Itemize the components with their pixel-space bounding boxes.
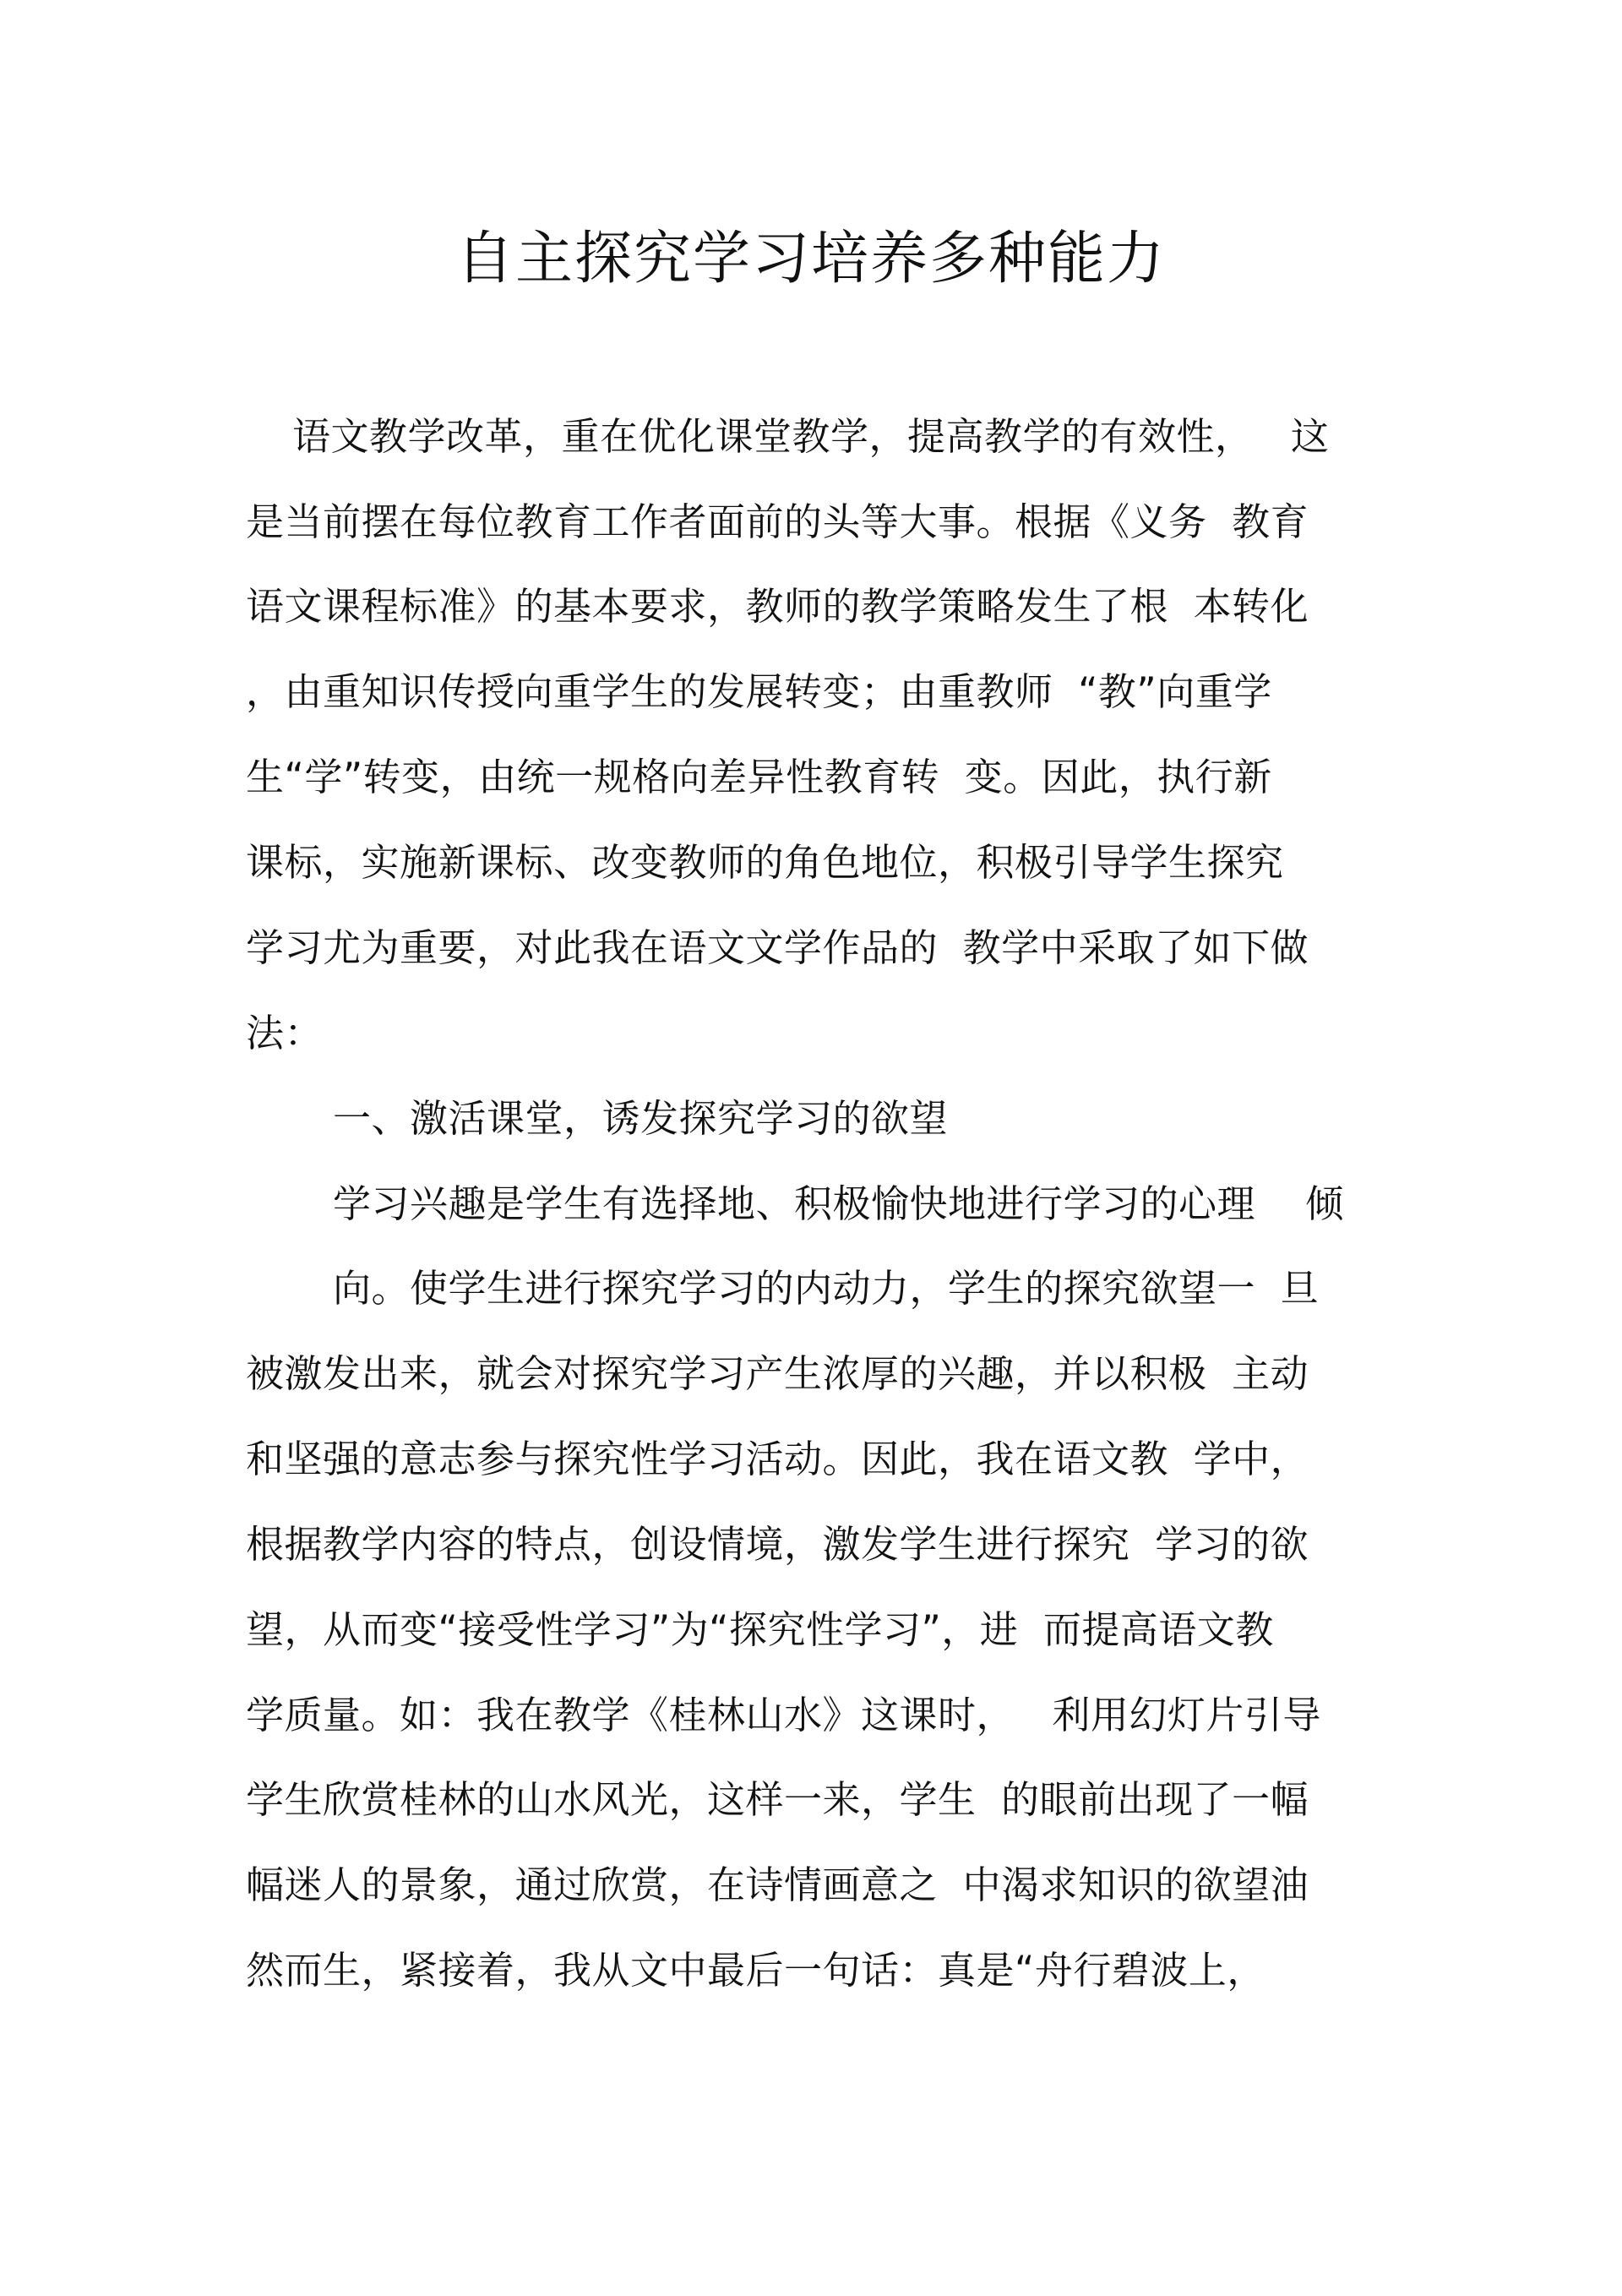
paragraph-line: 是当前摆在每位教育工作者面前的头等大事。根据《义务 教育 xyxy=(246,499,1309,544)
paragraph-line: 学习兴趣是学生有选择地、积极愉快地进行学习的心理 倾 xyxy=(333,1181,1344,1226)
paragraph-line: 学生欣赏桂林的山水风光，这样一来，学生 的眼前出现了一幅 xyxy=(246,1777,1309,1822)
paragraph-line: 被激发出来，就会对探究学习产生浓厚的兴趣，并以积极 主动 xyxy=(246,1351,1309,1396)
paragraph-line: 课标，实施新课标、改变教师的角色地位，积极引导学生探究 xyxy=(246,840,1284,885)
paragraph-line: 语文课程标准》的基本要求，教师的教学策略发生了根 本转化 xyxy=(246,584,1309,629)
paragraph-line: ，由重知识传授向重学生的发展转变；由重教师 “教”向重学 xyxy=(246,669,1272,714)
paragraph-line: 向。使学生进行探究学习的内动力，学生的探究欲望一 旦 xyxy=(333,1266,1320,1311)
section-heading: 一、激活课堂，诱发探究学习的欲望 xyxy=(333,1096,949,1141)
paragraph-line: 和坚强的意志参与探究性学习活动。因此，我在语文教 学中， xyxy=(246,1437,1309,1481)
paragraph-line: 根据教学内容的特点，创设情境，激发学生进行探究 学习的欲 xyxy=(246,1522,1309,1567)
paragraph-line: 语文教学改革，重在优化课堂教学，提高教学的有效性， 这 xyxy=(292,414,1330,459)
paragraph-line: 然而生，紧接着，我从文中最后一句话：真是“舟行碧波上， xyxy=(246,1948,1265,1993)
paragraph-line: 生“学”转变，由统一规格向差异性教育转 变。因此，执行新 xyxy=(246,755,1272,799)
paragraph-line: 望，从而变“接受性学习”为“探究性学习”，进 而提高语文教 xyxy=(246,1607,1274,1652)
paragraph-line: 学质量。如：我在教学《桂林山水》这课时， 利用幻灯片引导 xyxy=(246,1693,1321,1737)
paragraph-line: 幅迷人的景象，通过欣赏，在诗情画意之 中渴求知识的欲望油 xyxy=(246,1862,1309,1907)
paragraph-line: 学习尤为重要，对此我在语文文学作品的 教学中采取了如下做 xyxy=(246,925,1309,970)
paragraph-line: 法： xyxy=(246,1011,324,1055)
document-title: 自主探究学习培养多种能力 xyxy=(455,226,1166,292)
